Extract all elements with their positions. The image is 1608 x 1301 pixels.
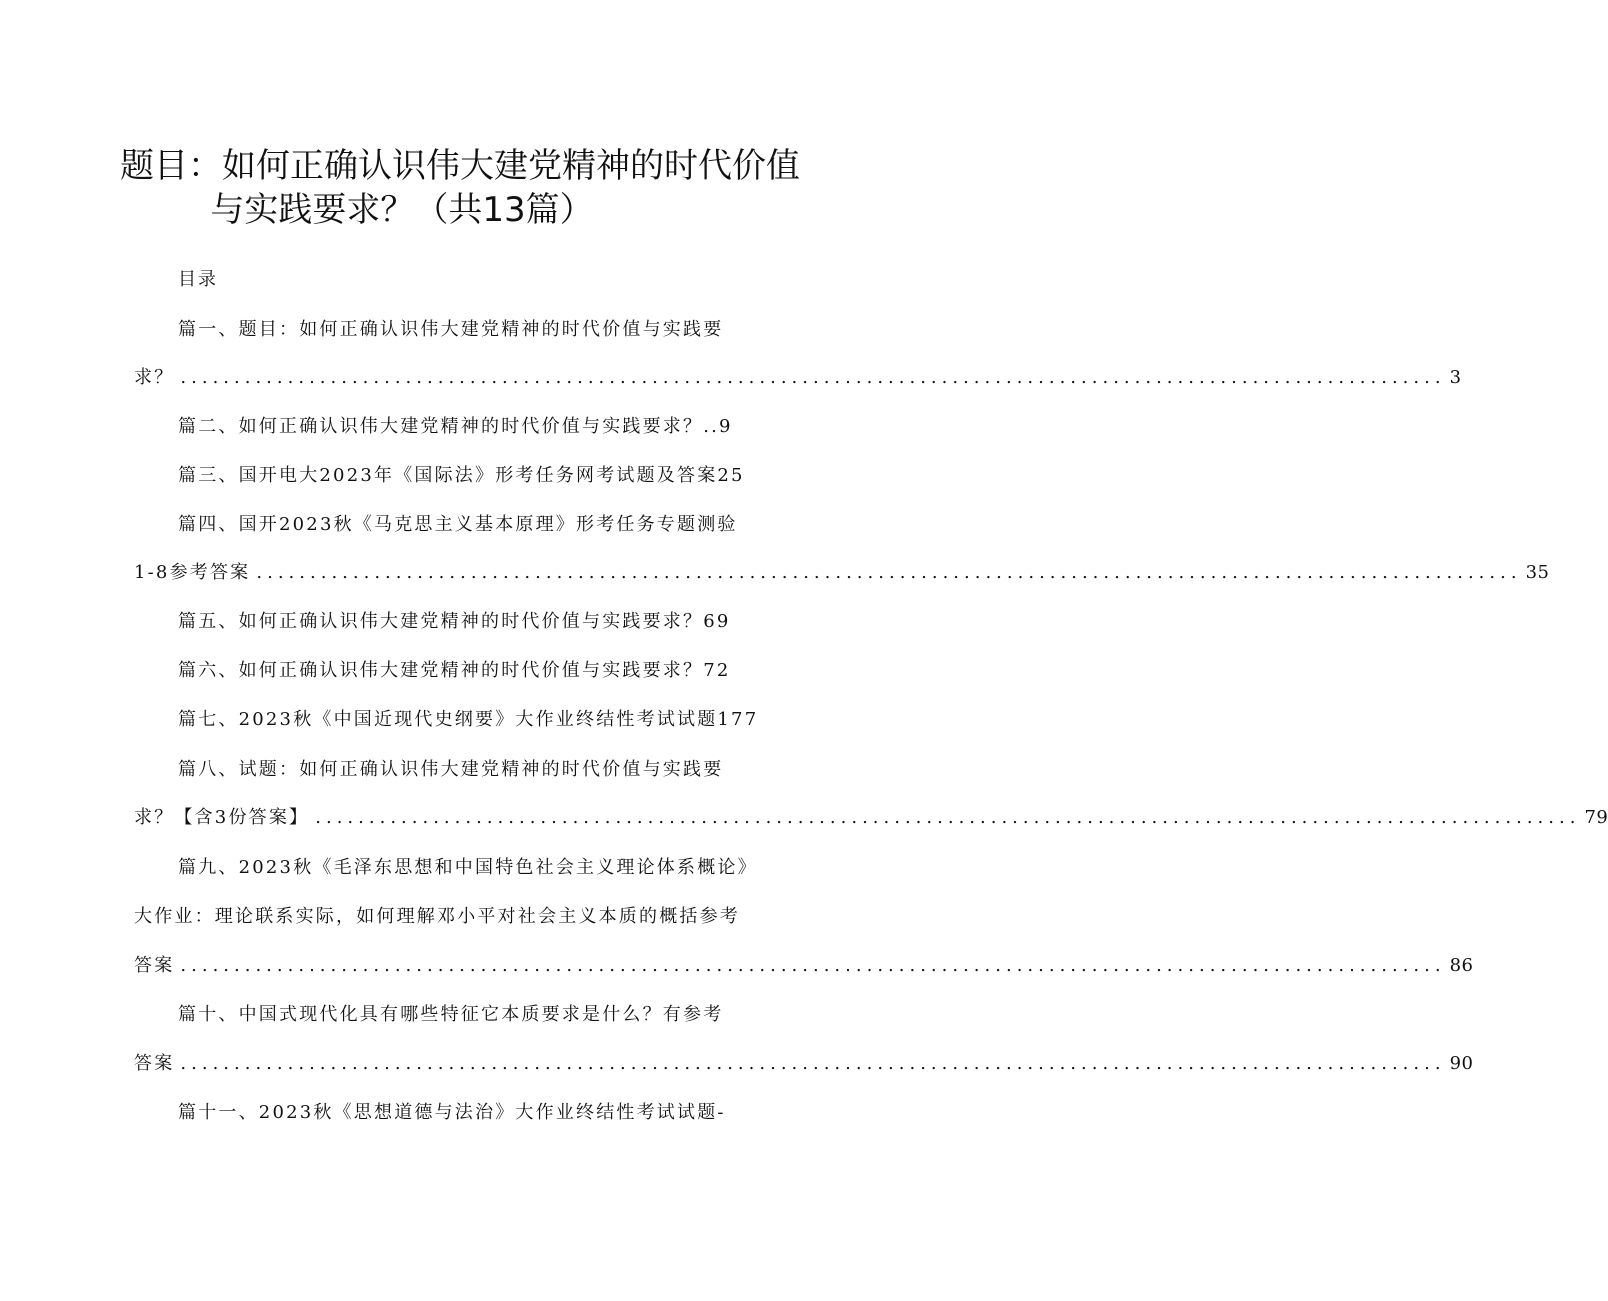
toc-entry-9-page: 86	[1449, 955, 1474, 976]
toc-entry-4-tail-row[interactable]	[134, 561, 1550, 585]
toc-entry-1-tail: 求？	[134, 367, 175, 388]
toc-entry-4-line[interactable]: 篇四、国开2023秋《马克思主义基本原理》形考任务专题测验	[178, 514, 738, 535]
toc-entry-8-tail-row[interactable]	[134, 806, 1608, 830]
toc-entry-8-tail: 求？【含3份答案】	[134, 807, 310, 828]
toc-entry-10-tail-row[interactable]	[134, 1052, 1474, 1076]
toc-entry-5-line[interactable]: 篇五、如何正确认识伟大建党精神的时代价值与实践要求？69	[178, 611, 731, 632]
toc-entry-1-page: 3	[1449, 367, 1462, 388]
toc-heading: 目录	[178, 269, 218, 290]
toc-leader-dots: ......................................................................................................................	[315, 807, 1581, 828]
toc-leader-dots: ......................................................................................................................	[180, 367, 1446, 388]
toc-entry-3-line[interactable]: 篇三、国开电大2023年《国际法》形考任务网考试题及答案25	[178, 465, 745, 486]
toc-entry-9-tail-row[interactable]	[134, 954, 1474, 978]
toc-entry-10-page: 90	[1449, 1053, 1474, 1074]
toc-entry-1-line[interactable]: 篇一、题目：如何正确认识伟大建党精神的时代价值与实践要	[178, 319, 724, 340]
toc-entry-2-line[interactable]: 篇二、如何正确认识伟大建党精神的时代价值与实践要求？..9	[178, 416, 733, 437]
toc-entry-6-line[interactable]: 篇六、如何正确认识伟大建党精神的时代价值与实践要求？72	[178, 660, 731, 681]
toc-entry-9-line[interactable]: 篇九、2023秋《毛泽东思想和中国特色社会主义理论体系概论》	[178, 857, 758, 878]
toc-entry-9-line-2[interactable]: 大作业：理论联系实际，如何理解邓小平对社会主义本质的概括参考	[134, 906, 740, 927]
toc-entry-8-line[interactable]: 篇八、试题：如何正确认识伟大建党精神的时代价值与实践要	[178, 759, 724, 780]
toc-entry-8-page: 79	[1584, 807, 1608, 828]
toc-entry-10-tail: 答案	[134, 1053, 175, 1074]
toc-entry-7-line[interactable]: 篇七、2023秋《中国近现代史纲要》大作业终结性考试试题177	[178, 709, 759, 730]
toc-entry-10-line[interactable]: 篇十、中国式现代化具有哪些特征它本质要求是什么？有参考	[178, 1004, 724, 1025]
toc-entry-4-tail: 1-8参考答案	[134, 562, 251, 583]
toc-entry-1-tail-row[interactable]	[134, 366, 1462, 390]
toc-entry-11-line[interactable]: 篇十一、2023秋《思想道德与法治》大作业终结性考试试题-	[178, 1102, 726, 1123]
toc-entry-9-tail: 答案	[134, 955, 175, 976]
toc-entry-4-page: 35	[1525, 562, 1550, 583]
toc-leader-dots: ......................................................................................................................	[180, 1053, 1446, 1074]
document-title-line-1: 题目：如何正确认识伟大建党精神的时代价值	[120, 146, 800, 186]
toc-leader-dots: ......................................................................................................................	[256, 562, 1522, 583]
document-title-line-2: 与实践要求？（共13篇）	[210, 190, 594, 230]
toc-leader-dots: ......................................................................................................................	[180, 955, 1446, 976]
